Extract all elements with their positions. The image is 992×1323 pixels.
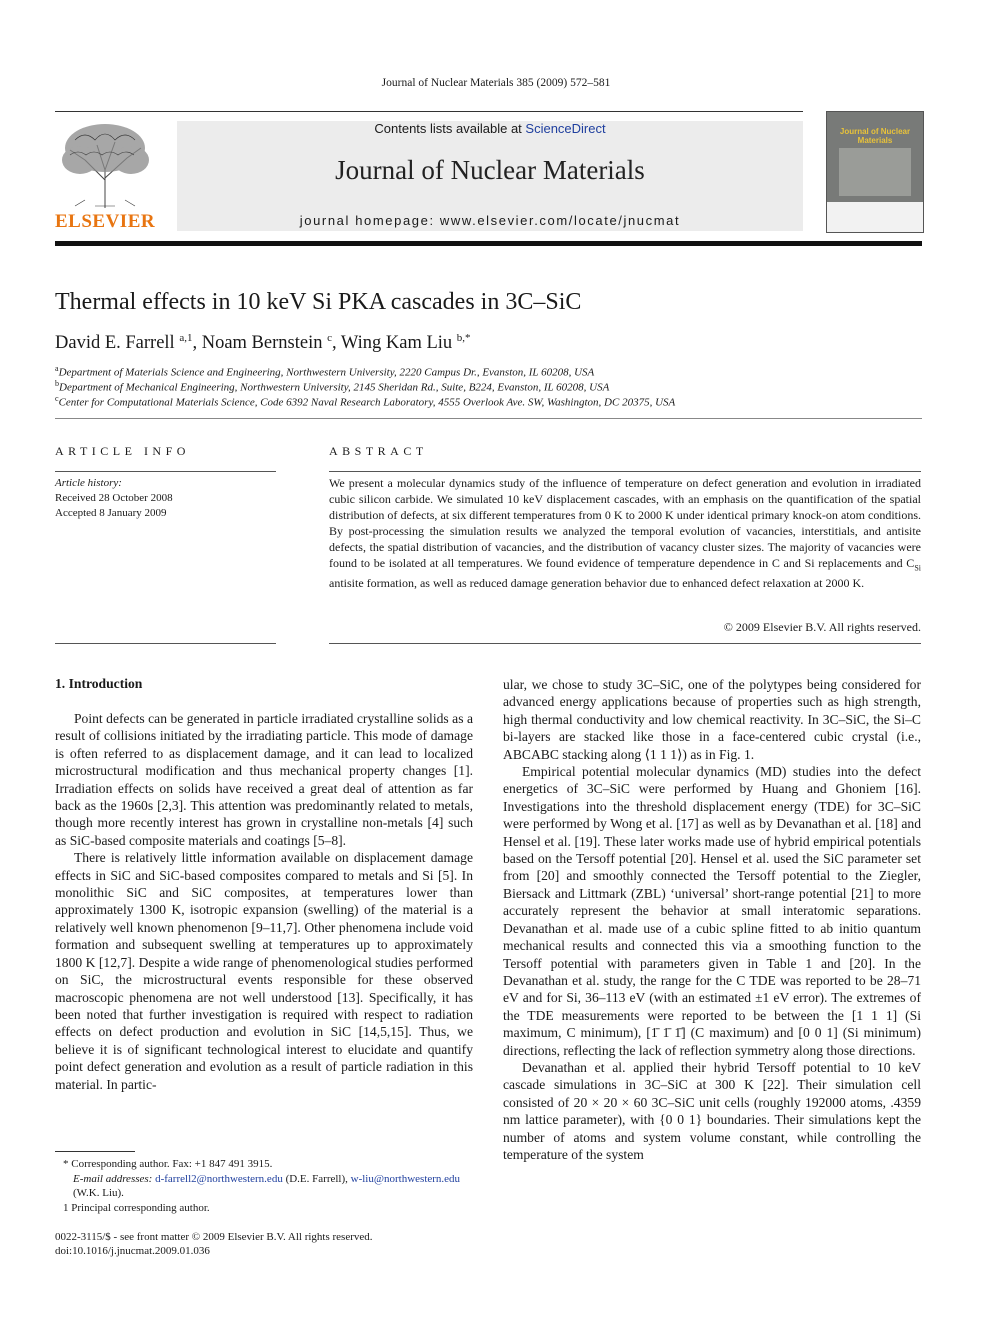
article-info-heading: ARTICLE INFO xyxy=(55,444,190,458)
masthead-rule xyxy=(55,241,922,246)
author-name: Wing Kam Liu xyxy=(340,333,453,354)
section-heading: 1. Introduction xyxy=(55,676,143,691)
abstract-rule xyxy=(329,471,921,472)
info-bottom-rule xyxy=(55,643,276,644)
paragraph: Empirical potential molecular dynamics (MD) studies into the defect energetics of 3C–SiC were performed by Huang and Ghoniem [16]. Investigations into the threshold displacement energy (TDE) for 3C–SiC were performed by Wong et al. [17] as well as by Devanathan et al. [18] and Hensel et al. [19]. These later works made use of hybrid empirical potentials based on the Tersoff potential [20]. Hensel et al. used the SiC parameter set from [20] and smoothly connected the Tersoff potential to the Ziegler, Biersack and Littmark (ZBL) ‘universal’ short-range potential [21] to more accurately represent the behavior at small interatomic separations. Devanathan et al. made use of a cubic spline fitted to ab initio quantum mechanical results and connected this via a smoothing function to the Tersoff potential with parameters given in Table 1 and [20]. In the Devanathan et al. study, the range for the C TDE was reported to be 28–71 eV and for Si, 36–113 eV (with an estimated ±1 eV error). The extremes of the TDE measurements were reported to be between the [1 1 1] (Si maximum, C minimum), [1̄ 1̄ 1̄] (C maximum) and [0 0 1] (Si minimum) directions, reflecting the lack of reflection symmetry along those directions. xyxy=(503,764,921,1058)
article-title: Thermal effects in 10 keV Si PKA cascades in 3C–SiC xyxy=(55,289,582,315)
accepted-date: Accepted 8 January 2009 xyxy=(55,507,167,520)
cover-artwork xyxy=(839,148,911,196)
abstract-text: We present a molecular dynamics study of the influence of temperature on defect generation and evolution in irradiated cubic silicon carbide. We simulated 10 keV displacement cascades, with an emphasis on the quantification of the spatial distribution of defects, at six different temperatures from 0 K to 2000 K under identical primary knock-on atom conditions. By post-processing the simulation results we analyzed the temporal evolution of vacancies, interstitials, and antisite defects, the spatial distribution of vacancies, and the distribution of vacancy cluster sizes. The majority of vacancies were found to be isolated at all temperatures. We found evidence of temperature dependence in C and Si replacements and $C_{Si}$ antisite formation, as well as reduced damage generation behavior due to enhanced defect relaxation at 2000 K. xyxy=(329,476,921,590)
journal-title: Journal of Nuclear Materials xyxy=(335,155,645,185)
author-sup[interactable]: c xyxy=(327,332,332,344)
paragraph: ular, we chose to study 3C–SiC, one of the polytypes being considered for advanced energy applications because of properties such as high strength, high thermal conductivity and low chemical reactivity. In 3C–SiC, the Si–C bi-layers are stacked like those in a face-centered cubic crystal (i.e., ABCABC stacking along ⟨1 1 1⟩) as in Fig. 1. xyxy=(503,677,921,762)
body-column-left xyxy=(55,710,473,1093)
copyright-notice: © 2009 Elsevier B.V. All rights reserved. xyxy=(723,620,921,634)
affiliation: $^a$Department of Materials Science and Engineering, Northwestern University, 2220 Campus Dr., Evanston, IL 60208, USA xyxy=(55,364,595,379)
history-label: Article history: xyxy=(55,477,122,489)
paragraph: Point defects can be generated in particle irradiated crystalline solids as a result of collisions initiated by the irradiating particle. This mode of damage is often referred to as displacement damage, and it can lead to localized microstructural modification and thus mechanical property changes [1]. Irradiation effects on solids have received a great deal of attention as far back as the 1960s [2,3]. This attention was predominantly related to metals, though more recently interest has grown in crystalline non-metals [4] such as SiC-based composite materials and coatings [5–8]. xyxy=(55,711,473,848)
paragraph: There is relatively little information available on displacement damage effects in SiC and SiC-based composites compared to metals and Si [5]. In monolithic SiC and SiC composites, at temperatures lower than approximately 1300 K, isotropic expansion (swelling) of the material is a relatively well known phenomenon [9–11,7]. Other phenomena include void formation and subsequent swelling at temperatures up to approximately 1800 K [12,7]. Despite a wide range of phenomenological studies performed on SiC, the microstructural events responsible for these observed macroscopic phenomena are not well understood [13]. Specifically, it has been noted that further investigation is required with respect to radiation effects on defect production and evolution in SiC [14,5,15]. Thus, we believe it is of significant technological interest to elucidate and quantify point defect generation and evolution as a result of particle radiation in this material. In partic- xyxy=(55,850,473,1092)
contents-prefix: Contents lists available at xyxy=(374,121,526,136)
affiliation: $^b$Department of Mechanical Engineering, Northwestern University, 2145 Sheridan Rd., Suite, B224, Evanston, IL 60208, USA xyxy=(55,379,610,394)
principal-author-note: 1 Principal corresponding author. xyxy=(63,1201,210,1214)
author-sup[interactable]: b,* xyxy=(456,332,471,344)
header-rule xyxy=(55,111,803,112)
affiliation: $^c$Center for Computational Materials Science, Code 6392 Naval Research Laboratory, 4555 Overlook Ave. SW, Washington, DC 20375, USA xyxy=(55,394,676,409)
author-list: David E. Farrell $^{a,1}$, Noam Bernstein $^c$, Wing Kam Liu $^{b,*}$ xyxy=(55,332,471,354)
issn-line: 0022-3115/$ - see front matter © 2009 Elsevier B.V. All rights reserved. xyxy=(55,1231,373,1243)
journal-cover-image xyxy=(826,111,924,233)
title-rule xyxy=(55,418,922,419)
running-head: Journal of Nuclear Materials 385 (2009) 572–581 xyxy=(381,77,611,89)
body-column-right xyxy=(503,676,921,1163)
article-history xyxy=(55,476,276,522)
paragraph: Devanathan et al. applied their hybrid Tersoff potential to 10 keV cascade simulations in 3C–SiC at 300 K [22]. Their simulation cell consisted of 20 × 20 × 60 3C–SiC unit cells (roughly 192000 atoms, .4359 nm lattice parameter), with {0 0 1} boundaries. Their simulations kept the number of atoms and system volume constant, while controlling the temperature of the system xyxy=(503,1059,921,1162)
abstract-heading: ABSTRACT xyxy=(329,444,428,458)
info-rule xyxy=(55,471,276,472)
author-sup[interactable]: a,1 xyxy=(179,332,193,344)
abstract-bottom-rule xyxy=(329,643,921,644)
footnote-rule xyxy=(55,1151,135,1152)
contents-line xyxy=(177,121,803,136)
cover-title: Journal of Nuclear Materials xyxy=(839,127,911,145)
author-name: David E. Farrell xyxy=(55,333,175,354)
email-note: E-mail addresses: d-farrell2@northwestern.edu (D.E. Farrell), w-liu@northwestern.edu (W.K. Liu). xyxy=(73,1172,461,1200)
email-link[interactable]: w-liu@northwestern.edu xyxy=(350,1172,461,1185)
footnotes xyxy=(55,1157,473,1215)
journal-homepage[interactable]: journal homepage: www.elsevier.com/locate/jnucmat xyxy=(299,213,681,228)
author-name: Noam Bernstein xyxy=(201,333,323,354)
sciencedirect-link[interactable]: ScienceDirect xyxy=(525,121,606,136)
email-link[interactable]: d-farrell2@northwestern.edu xyxy=(155,1172,283,1185)
elsevier-wordmark: ELSEVIER xyxy=(55,211,156,232)
received-date: Received 28 October 2008 xyxy=(55,492,173,505)
publication-info xyxy=(55,1230,473,1259)
corresponding-author-note: * Corresponding author. Fax: +1 847 491 3915. xyxy=(63,1158,273,1170)
doi-line[interactable]: doi:10.1016/j.jnucmat.2009.01.036 xyxy=(55,1245,210,1258)
